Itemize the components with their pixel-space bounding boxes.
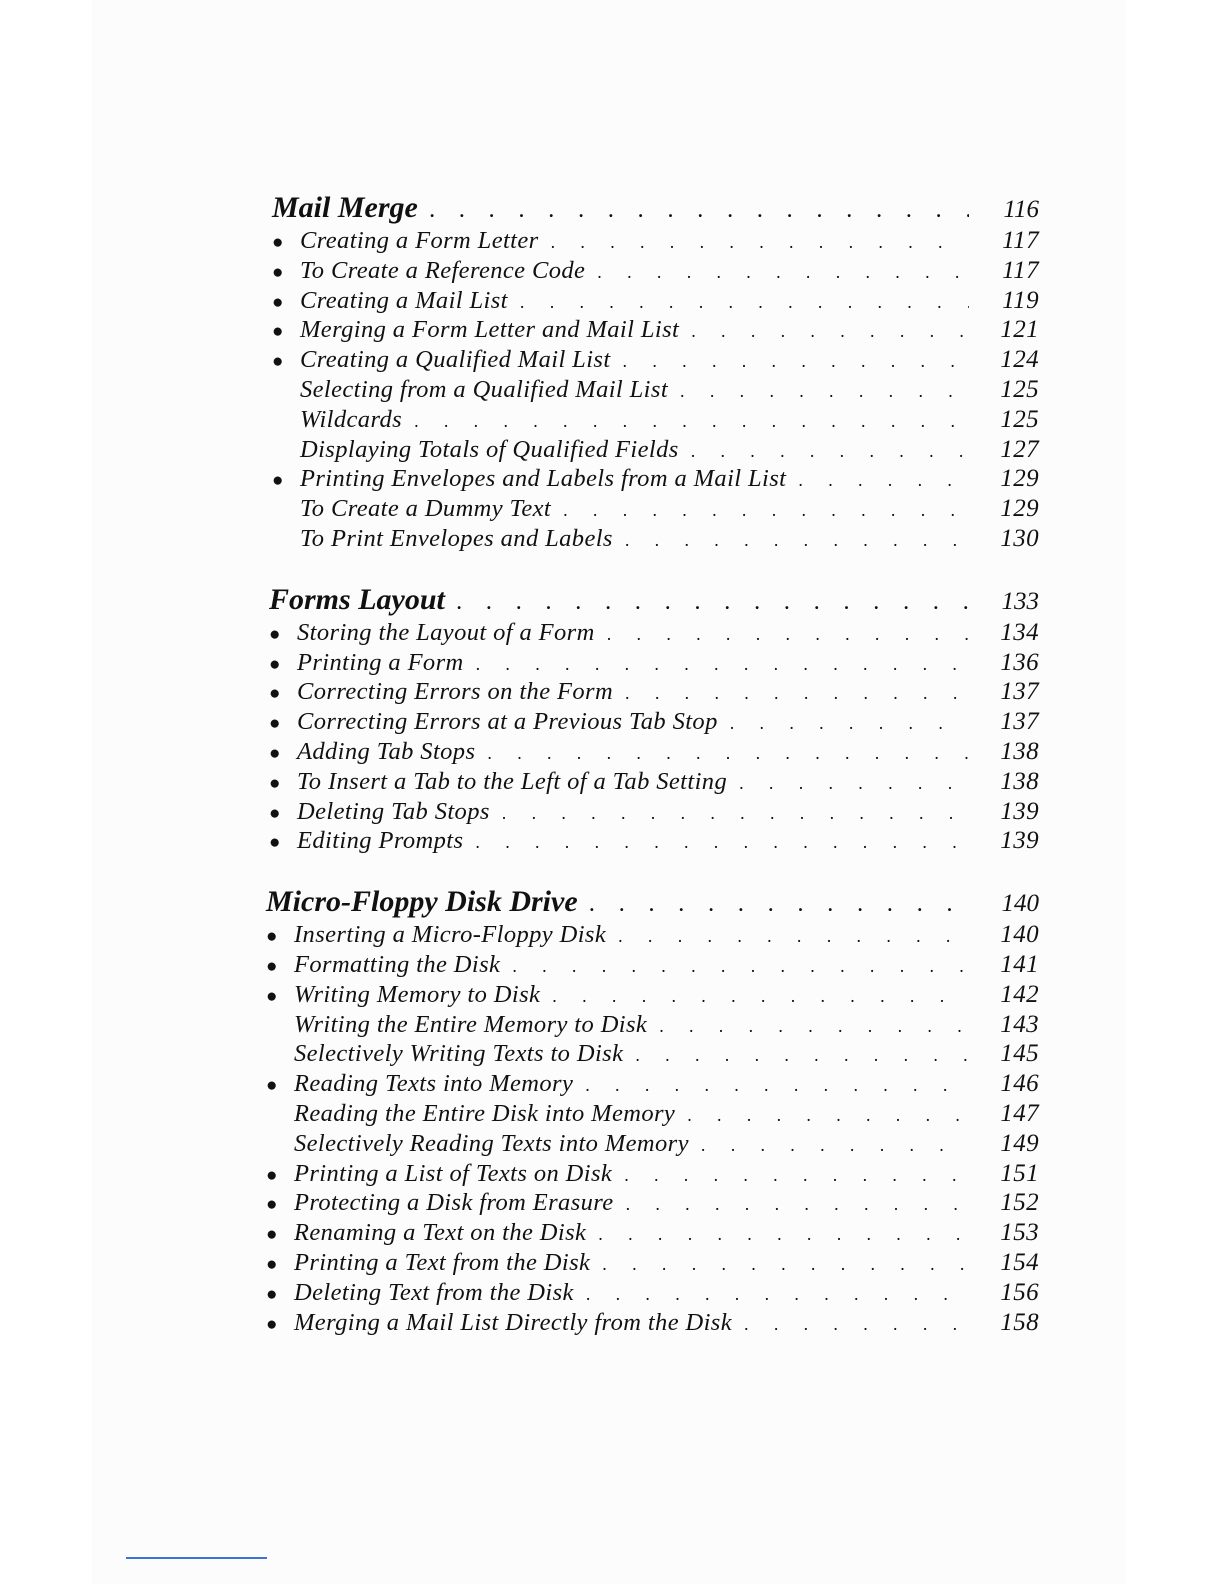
entry-page-number: 145 [1000, 1040, 1039, 1068]
bottom-link-rule [126, 1557, 267, 1559]
bullet-icon: ● [269, 802, 281, 824]
toc-entry [272, 226, 1047, 256]
entry-page-number: 146 [1000, 1070, 1039, 1098]
entry-page-number: 121 [1000, 316, 1039, 344]
toc-entry [266, 920, 1047, 950]
entry-title: Correcting Errors on the Form [297, 678, 614, 706]
entry-page-number: 117 [1002, 256, 1039, 284]
dot-leader [586, 1220, 969, 1250]
entry-page-number: 141 [1000, 950, 1039, 978]
entry-page-number: 134 [1000, 618, 1039, 646]
dot-leader [611, 347, 969, 377]
section-page-number: 116 [1003, 196, 1039, 223]
section-heading [266, 876, 1047, 920]
entry-title: Printing a List of Texts on Disk [294, 1159, 613, 1187]
toc-entry [266, 980, 1047, 1010]
toc-entry [272, 405, 1047, 435]
dot-leader [463, 828, 969, 858]
entry-page-number: 125 [1000, 405, 1039, 433]
entry-title: Displaying Totals of Qualified Fields [300, 435, 679, 463]
entry-title: Storing the Layout of a Form [297, 618, 595, 646]
bullet-icon: ● [269, 653, 281, 675]
entry-page-number: 138 [1000, 737, 1039, 765]
dot-leader [732, 1310, 969, 1340]
bullet-icon: ● [266, 1164, 278, 1186]
bullet-icon: ● [272, 470, 284, 492]
dot-leader [590, 1250, 969, 1280]
section-heading [272, 182, 1047, 226]
entry-title: Creating a Form Letter [300, 227, 539, 254]
bullet-icon: ● [266, 1194, 278, 1216]
entry-page-number: 158 [1000, 1308, 1039, 1336]
dot-leader [464, 650, 969, 680]
dot-leader [573, 1071, 969, 1101]
bullet-icon: ● [272, 232, 284, 253]
toc-entry [272, 315, 1047, 345]
dot-leader [551, 496, 969, 526]
bullet-icon: ● [266, 1313, 278, 1335]
bullet-icon: ● [269, 832, 281, 854]
toc-entry [269, 648, 1047, 678]
section-heading [269, 574, 1047, 618]
entry-page-number: 153 [1000, 1219, 1039, 1247]
dot-leader [595, 620, 969, 650]
entry-title: To Create a Reference Code [300, 256, 586, 284]
bullet-icon: ● [266, 985, 278, 1007]
toc-entry [266, 950, 1047, 980]
dot-leader [578, 883, 969, 927]
entry-title: Renaming a Text on the Disk [294, 1219, 587, 1247]
section-title: Forms Layout [269, 582, 445, 616]
entry-page-number: 137 [1000, 708, 1039, 736]
entry-title: Printing a Text from the Disk [294, 1248, 591, 1276]
dot-leader [540, 982, 969, 1012]
toc-entry [266, 1248, 1047, 1278]
toc-entry [272, 524, 1047, 554]
entry-title: Creating a Mail List [300, 286, 508, 314]
toc-entry [272, 286, 1047, 316]
entry-page-number: 129 [1000, 465, 1039, 493]
entry-title: Printing Envelopes and Labels from a Mail List [300, 465, 787, 493]
entry-title: Wildcards [300, 405, 403, 433]
bullet-icon: ● [266, 1224, 278, 1246]
entry-title: Printing a Form [297, 648, 464, 676]
entry-page-number: 147 [1000, 1099, 1039, 1127]
entry-title: Reading the Entire Disk into Memory [294, 1099, 676, 1127]
entry-page-number: 151 [1000, 1159, 1039, 1187]
dot-leader [689, 1131, 969, 1161]
entry-title: Writing Memory to Disk [294, 980, 541, 1008]
dot-leader [623, 1041, 969, 1071]
dot-leader [675, 1101, 969, 1131]
entry-page-number: 119 [1002, 286, 1039, 314]
entry-title: To Insert a Tab to the Left of a Tab Setting [297, 767, 728, 795]
entry-page-number: 136 [1000, 648, 1039, 676]
entry-title: Deleting Tab Stops [297, 797, 490, 825]
toc-entry [266, 1159, 1047, 1189]
toc-entry [272, 345, 1047, 375]
bullet-icon: ● [269, 713, 281, 735]
toc-entry [266, 1278, 1047, 1308]
entry-title: Editing Prompts [297, 827, 464, 855]
entry-title: Reading Texts into Memory [294, 1070, 574, 1098]
toc-entry [266, 1039, 1047, 1069]
toc-entry [266, 1188, 1047, 1218]
toc-section [266, 876, 1047, 1337]
toc-section [272, 182, 1047, 554]
dot-leader [490, 799, 969, 829]
toc-entry [269, 618, 1047, 648]
entry-title: Inserting a Micro-Floppy Disk [294, 921, 607, 949]
toc-entry [272, 464, 1047, 494]
dot-leader [679, 317, 969, 347]
entry-page-number: 130 [1000, 524, 1039, 552]
section-page-number: 133 [1001, 587, 1039, 615]
entry-page-number: 152 [1000, 1189, 1039, 1217]
bullet-icon: ● [269, 772, 281, 794]
dot-leader [585, 258, 969, 288]
toc-entry [266, 1099, 1047, 1129]
dot-leader [718, 709, 969, 739]
entry-title: Adding Tab Stops [297, 737, 476, 765]
bullet-icon: ● [272, 291, 284, 313]
entry-title: Selectively Reading Texts into Memory [294, 1129, 689, 1157]
dot-leader [539, 228, 969, 258]
dot-leader [475, 739, 969, 769]
entry-page-number: 154 [1000, 1248, 1039, 1276]
bullet-icon: ● [266, 1253, 278, 1275]
dot-leader [606, 922, 969, 952]
entry-title: Creating a Qualified Mail List [300, 346, 611, 374]
toc-entry [266, 1308, 1047, 1338]
entry-page-number: 138 [1000, 767, 1039, 795]
table-of-contents [266, 182, 1047, 1357]
toc-entry [269, 797, 1047, 827]
dot-leader [668, 377, 969, 407]
section-title: Mail Merge [272, 191, 418, 224]
toc-entry [266, 1129, 1047, 1159]
entry-page-number: 149 [1000, 1129, 1039, 1157]
entry-title: Formatting the Disk [294, 950, 501, 978]
toc-entry [272, 435, 1047, 465]
dot-leader [679, 437, 969, 467]
entry-title: Selecting from a Qualified Mail List [300, 375, 669, 403]
entry-title: Deleting Text from the Disk [294, 1278, 574, 1306]
bullet-icon: ● [266, 955, 278, 977]
dot-leader [500, 952, 969, 982]
dot-leader [786, 466, 969, 496]
toc-entry [269, 707, 1047, 737]
dot-leader [614, 1190, 969, 1220]
bullet-icon: ● [269, 683, 281, 705]
entry-page-number: 139 [1000, 797, 1039, 825]
entry-title: Protecting a Disk from Erasure [294, 1189, 614, 1217]
toc-section [269, 574, 1047, 856]
entry-page-number: 143 [1000, 1010, 1039, 1038]
entry-page-number: 127 [1000, 435, 1039, 463]
entry-page-number: 140 [1000, 921, 1039, 949]
dot-leader [508, 288, 969, 318]
entry-page-number: 125 [1000, 375, 1039, 403]
entry-page-number: 124 [1000, 346, 1039, 374]
entry-page-number: 156 [1000, 1278, 1039, 1306]
section-title: Micro-Floppy Disk Drive [266, 885, 578, 919]
entry-page-number: 129 [1000, 495, 1039, 523]
dot-leader [612, 1161, 969, 1191]
toc-entry [266, 1010, 1047, 1040]
dot-leader [574, 1280, 969, 1310]
entry-title: Selectively Writing Texts to Disk [294, 1040, 624, 1068]
bullet-icon: ● [269, 623, 281, 645]
toc-entry [272, 256, 1047, 286]
entry-page-number: 137 [1000, 678, 1039, 706]
toc-entry [266, 1069, 1047, 1099]
entry-title: Merging a Form Letter and Mail List [300, 316, 680, 344]
entry-title: Merging a Mail List Directly from the Disk [294, 1308, 733, 1336]
entry-page-number: 117 [1002, 227, 1039, 254]
toc-entry [269, 826, 1047, 856]
entry-title: Correcting Errors at a Previous Tab Stop [297, 708, 718, 736]
toc-entry [272, 375, 1047, 405]
toc-entry [272, 494, 1047, 524]
bullet-icon: ● [266, 1075, 278, 1097]
dot-leader [613, 679, 969, 709]
bullet-icon: ● [272, 261, 284, 283]
entry-title: To Print Envelopes and Labels [300, 524, 613, 552]
bullet-icon: ● [266, 926, 278, 948]
dot-leader [402, 407, 969, 437]
toc-entry [269, 767, 1047, 797]
bullet-icon: ● [266, 1283, 278, 1305]
bullet-icon: ● [269, 742, 281, 764]
entry-page-number: 142 [1000, 980, 1039, 1008]
dot-leader [647, 1012, 969, 1042]
section-page-number: 140 [1001, 890, 1039, 918]
toc-entry [269, 677, 1047, 707]
dot-leader [727, 769, 969, 799]
toc-entry [269, 737, 1047, 767]
dot-leader [613, 526, 969, 556]
entry-title: Writing the Entire Memory to Disk [294, 1010, 648, 1038]
entry-title: To Create a Dummy Text [300, 495, 552, 523]
bullet-icon: ● [272, 321, 284, 343]
bullet-icon: ● [272, 351, 284, 373]
entry-page-number: 139 [1000, 827, 1039, 855]
toc-entry [266, 1218, 1047, 1248]
